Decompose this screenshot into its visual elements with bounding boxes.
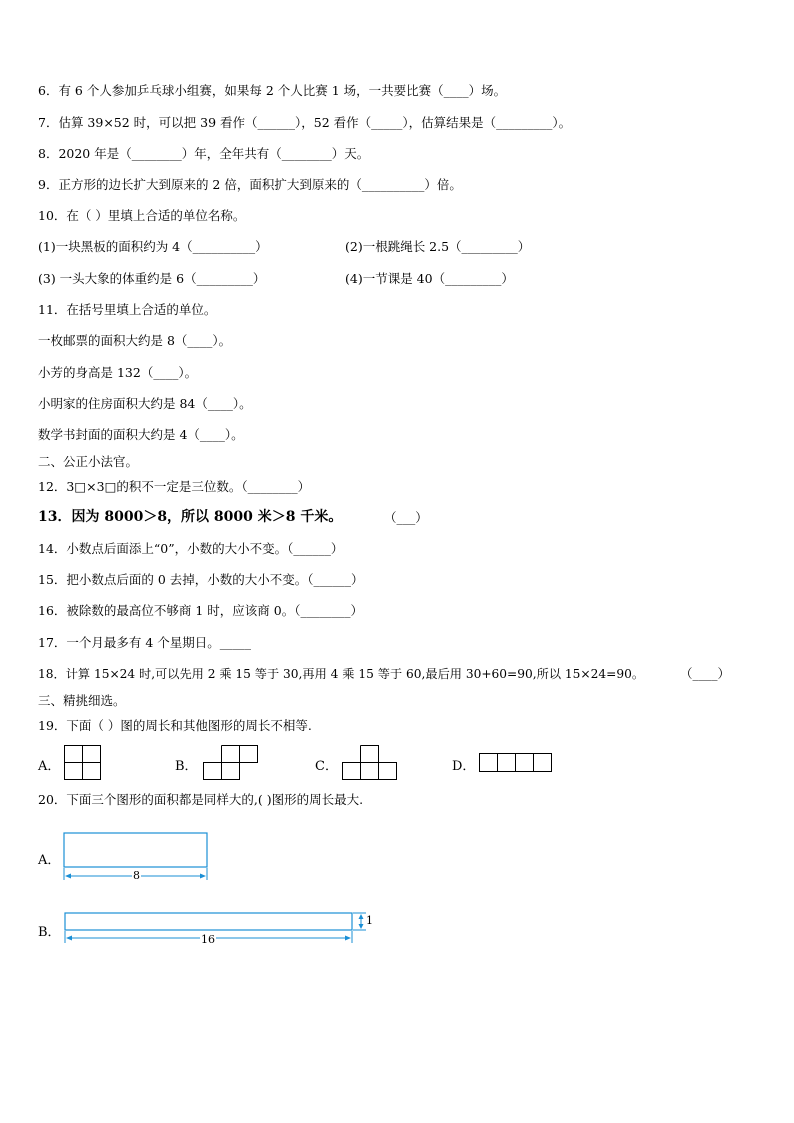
question-13-blank: （___） [384, 510, 428, 525]
question-7: 7．估算 39×52 时，可以把 39 看作（______），52 看作（_____），估算结果是（_________）。 [38, 115, 572, 130]
question-13: 13．因为 8000＞8，所以 8000 米＞8 千米。 [38, 509, 343, 525]
option-d-figure [479, 753, 553, 773]
question-12: 12．3□×3□的积不一定是三位数。（________） [38, 479, 311, 494]
question-10-4: (4)一节课是 40（_________） [345, 271, 514, 286]
question-20: 20．下面三个图形的面积都是同样大的,( )图形的周长最大. [38, 792, 364, 807]
option-b-label: B． [175, 759, 198, 774]
figure-b-length: 16 [201, 933, 215, 946]
section-3-heading: 三、精挑细选。 [38, 693, 126, 708]
question-17: 17．一个月最多有 4 个星期日。_____ [38, 635, 252, 650]
option-c-label: C． [315, 759, 338, 774]
question-15: 15．把小数点后面的 0 去掉，小数的大小不变。（______） [38, 572, 364, 587]
option-b-figure [203, 745, 259, 781]
option-d-label: D． [452, 759, 476, 774]
question-11: 11．在括号里填上合适的单位。 [38, 302, 217, 317]
question-11-2: 小芳的身高是 132（____）。 [38, 365, 198, 380]
figure-a-label: A． [38, 853, 61, 868]
question-8: 8．2020 年是（________）年，全年共有（________）天。 [38, 146, 370, 161]
question-14: 14．小数点后面添上“0”，小数的大小不变。（______） [38, 541, 344, 556]
question-10-2: (2)一根跳绳长 2.5（_________） [345, 239, 531, 254]
question-10: 10．在（ ）里填上合适的单位名称。 [38, 208, 246, 223]
figure-b-label: B． [38, 925, 61, 940]
figure-a-length: 8 [133, 869, 140, 882]
question-11-3: 小明家的住房面积大约是 84（____）。 [38, 396, 252, 411]
question-18: 18．计算 15×24 时,可以先用 2 乘 15 等于 30,再用 4 乘 15 等于 60,最后用 30+60=90,所以 15×24=90。 [38, 667, 645, 681]
question-16: 16．被除数的最高位不够商 1 时，应该商 0。（________） [38, 603, 363, 618]
figure-b-height: 1 [366, 914, 373, 927]
question-18-blank: （____） [680, 666, 731, 681]
question-10-3: (3) 一头大象的体重约是 6（_________） [38, 271, 266, 286]
question-11-1: 一枚邮票的面积大约是 8（____）。 [38, 333, 232, 348]
question-19: 19．下面（ ）图的周长和其他图形的周长不相等. [38, 718, 312, 733]
question-6: 6．有 6 个人参加乒乓球小组赛，如果每 2 个人比赛 1 场，一共要比赛（____）场。 [38, 83, 507, 98]
option-a-figure [64, 745, 102, 780]
section-2-heading: 二、公正小法官。 [38, 454, 139, 469]
question-10-1: (1)一块黑板的面积约为 4（__________） [38, 239, 268, 254]
option-a-label: A． [38, 759, 61, 774]
question-11-4: 数学书封面的面积大约是 4（____）。 [38, 427, 244, 442]
question-9: 9．正方形的边长扩大到原来的 2 倍，面积扩大到原来的（__________）倍。 [38, 177, 462, 192]
option-c-figure [342, 745, 398, 781]
figure-b [64, 912, 374, 948]
